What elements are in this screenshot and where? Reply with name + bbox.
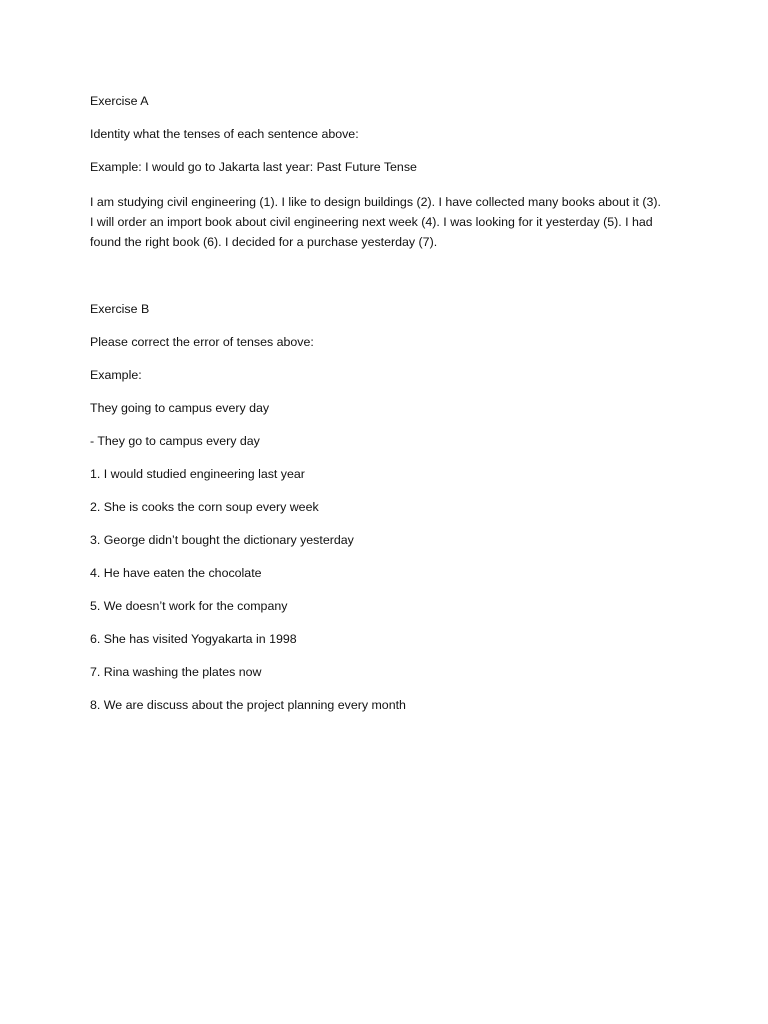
list-item: 2. She is cooks the corn soup every week	[90, 500, 319, 514]
list-item: 5. We doesn’t work for the company	[90, 599, 288, 613]
list-item: 8. We are discuss about the project planning every month	[90, 698, 406, 712]
list-item: 4. He have eaten the chocolate	[90, 566, 262, 580]
list-item: 3. George didn’t bought the dictionary yesterday	[90, 533, 354, 547]
exercise-b-heading: Exercise B	[90, 302, 150, 316]
document-page	[90, 93, 680, 730]
list-item: 6. She has visited Yogyakarta in 1998	[90, 632, 297, 646]
exercise-a-example: Example: I would go to Jakarta last year: Past Future Tense	[90, 160, 417, 174]
exercise-a-paragraph-line-2: I will order an import book about civil engineering next week (4). I was looking for it yesterday (5). I had	[90, 215, 653, 229]
exercise-b-instruction: Please correct the error of tenses above:	[90, 335, 314, 349]
list-item: 7. Rina washing the plates now	[90, 665, 262, 679]
exercise-a-paragraph-line-1: I am studying civil engineering (1). I like to design buildings (2). I have collected many books about it (3).	[90, 195, 661, 209]
exercise-a-paragraph	[90, 192, 680, 252]
exercise-a-instruction: Identity what the tenses of each sentence above:	[90, 127, 359, 141]
exercise-a-paragraph-line-3: found the right book (6). I decided for a purchase yesterday (7).	[90, 235, 438, 249]
exercise-b-list	[90, 466, 680, 714]
exercise-b-example-label: Example:	[90, 368, 142, 382]
exercise-a-heading: Exercise A	[90, 94, 149, 108]
exercise-b-example-wrong: They going to campus every day	[90, 401, 270, 415]
exercise-b-example-right: - They go to campus every day	[90, 434, 260, 448]
list-item: 1. I would studied engineering last year	[90, 467, 305, 481]
